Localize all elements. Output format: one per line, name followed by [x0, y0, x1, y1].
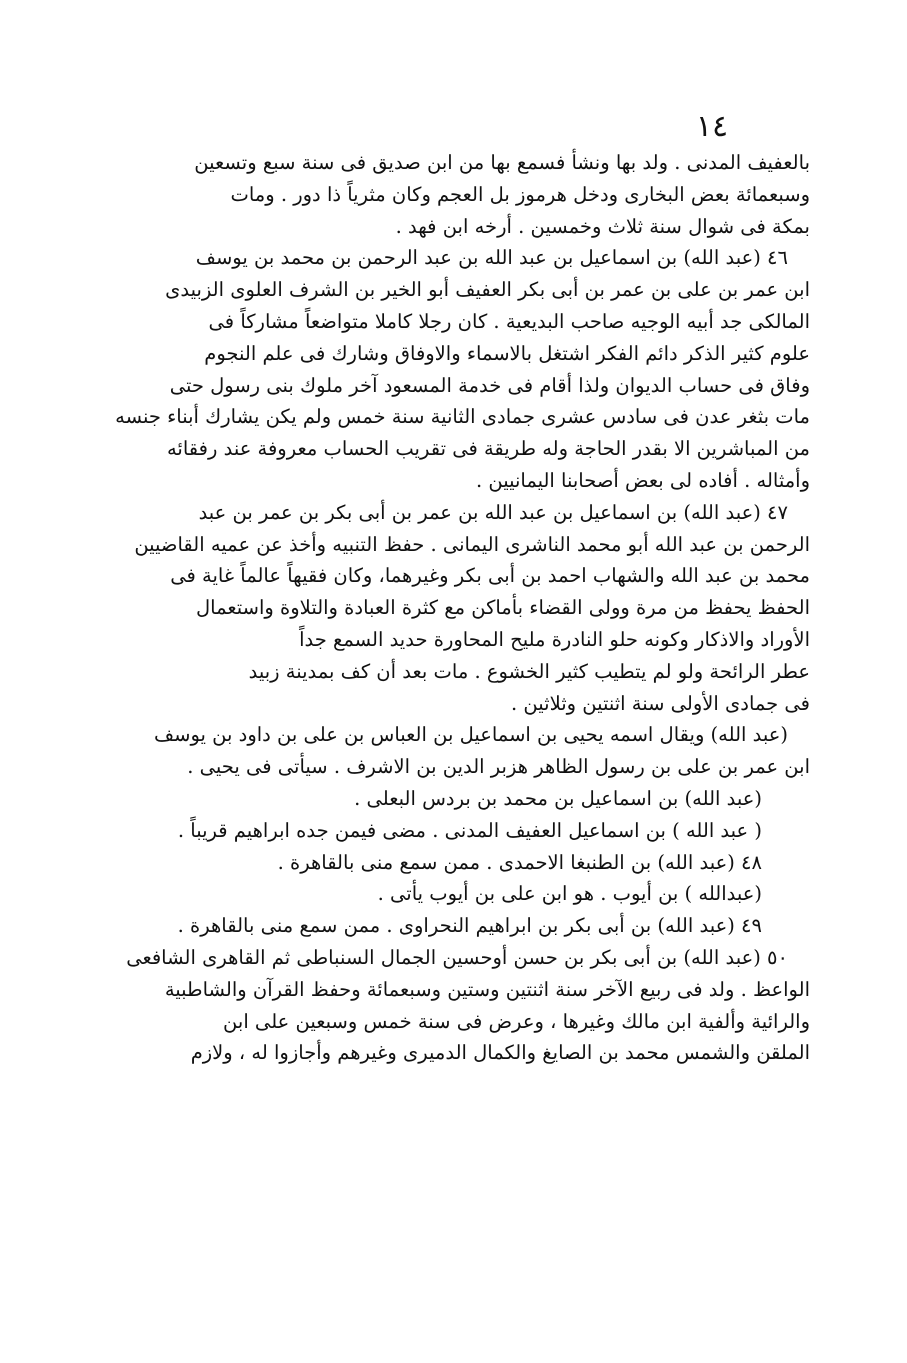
text-line: بالعفيف المدنى . ولد بها ونشأ فسمع بها من ابن صديق فى سنة سبع وتسعين	[194, 151, 810, 174]
text-line: (عبدالله ) بن أيوب . هو ابن على بن أيوب يأتى .	[377, 882, 762, 906]
text-line: (عبد الله) ويقال اسمه يحيى بن اسماعيل بن العباس بن على بن داود بن يوسف	[153, 723, 788, 747]
text-line: فى جمادى الأولى سنة اثنتين وثلاثين .	[511, 691, 810, 715]
text-line: عطر الرائحة ولو لم يتطيب كثير الخشوع . مات بعد أن كف بمدينة زبيد	[248, 659, 810, 683]
text-line: (عبد الله) بن اسماعيل بن محمد بن بردس البعلى .	[354, 786, 762, 810]
text-line: الملقن والشمس محمد بن الصايغ والكمال الدميرى وغيرهم وأجازوا له ، ولازم	[190, 1041, 810, 1065]
text-line: من المباشرين الا بقدر الحاجة وله طريقة فى تقريب الحساب معروفة عند رفقائه	[166, 437, 810, 461]
text-line: ( عبد الله ) بن اسماعيل العفيف المدنى . مضى فيمن جده ابراهيم قريباً .	[177, 818, 762, 842]
text-line: والرائية وألفية ابن مالك وغيرها ، وعرض فى سنة خمس وسبعين على ابن	[223, 1009, 810, 1033]
text-line: الأوراد والاذكار وكونه حلو النادرة مليح المحاورة حديد السمع جداً	[299, 627, 810, 651]
text-line: محمد بن عبد الله والشهاب احمد بن أبى بكر وغيرهما، وكان فقيهاً عالماً غاية فى	[170, 564, 810, 588]
body-text	[98, 147, 810, 1069]
text-line: مات بثغر عدن فى سادس عشرى جمادى الثانية سنة خمس ولم يكن يشارك أبناء جنسه	[115, 405, 810, 429]
text-line: وأمثاله . أفاده لى بعض أصحابنا اليمانيين .	[475, 468, 810, 492]
page-number: ١٤	[695, 109, 729, 144]
text-line: ٥٠ (عبد الله) بن أبى بكر بن حسن أوحسين الجمال السنباطى ثم القاهرى الشافعى	[126, 945, 788, 969]
text-line: بمكة فى شوال سنة ثلاث وخمسين . أرخه ابن فهد .	[395, 214, 810, 238]
text-line: الواعظ . ولد فى ربيع الآخر سنة اثنتين وستين وسبعمائة وحفظ القرآن والشاطبية	[164, 977, 810, 1001]
text-line: ٤٦ (عبد الله) بن اسماعيل بن عبد الله بن عبد الرحمن بن محمد بن يوسف	[195, 246, 788, 270]
text-line: علوم كثير الذكر دائم الفكر اشتغل بالاسماء والاوفاق وشارك فى علم النجوم	[204, 341, 810, 365]
text-line: ٤٨ (عبد الله) بن الطنبغا الاحمدى . ممن سمع منى بالقاهرة .	[277, 850, 762, 874]
text-line: ابن عمر بن على بن عمر بن أبى بكر العفيف أبو الخير بن الشرف العلوى الزبيدى	[165, 278, 810, 302]
text-line: ٤٩ (عبد الله) بن أبى بكر بن ابراهيم النحراوى . ممن سمع منى بالقاهرة .	[177, 914, 762, 938]
text-line: الرحمن بن عبد الله أبو محمد الناشرى اليمانى . حفظ التنبيه وأخذ عن عميه القاضيين	[134, 532, 810, 556]
text-line: ٤٧ (عبد الله) بن اسماعيل بن عبد الله بن عمر بن أبى بكر بن عمر بن عبد	[198, 500, 788, 524]
text-line: ابن عمر بن على بن رسول الظاهر هزبر الدين بن الاشرف . سيأتى فى يحيى .	[187, 755, 810, 779]
text-line: المالكى جد أبيه الوجيه صاحب البديعية . كان رجلا كاملا متواضعاً مشاركاً فى	[208, 309, 810, 333]
text-line: الحفظ يحفظ من مرة وولى القضاء بأماكن مع كثرة العبادة والتلاوة واستعمال	[196, 596, 810, 620]
text-line: وسبعمائة بعض البخارى ودخل هرموز بل العجم وكان مثرياً ذا دور . ومات	[230, 182, 810, 206]
text-line: وفاق فى حساب الديوان ولذا أقام فى خدمة المسعود آخر ملوك بنى رسول حتى	[169, 373, 810, 397]
